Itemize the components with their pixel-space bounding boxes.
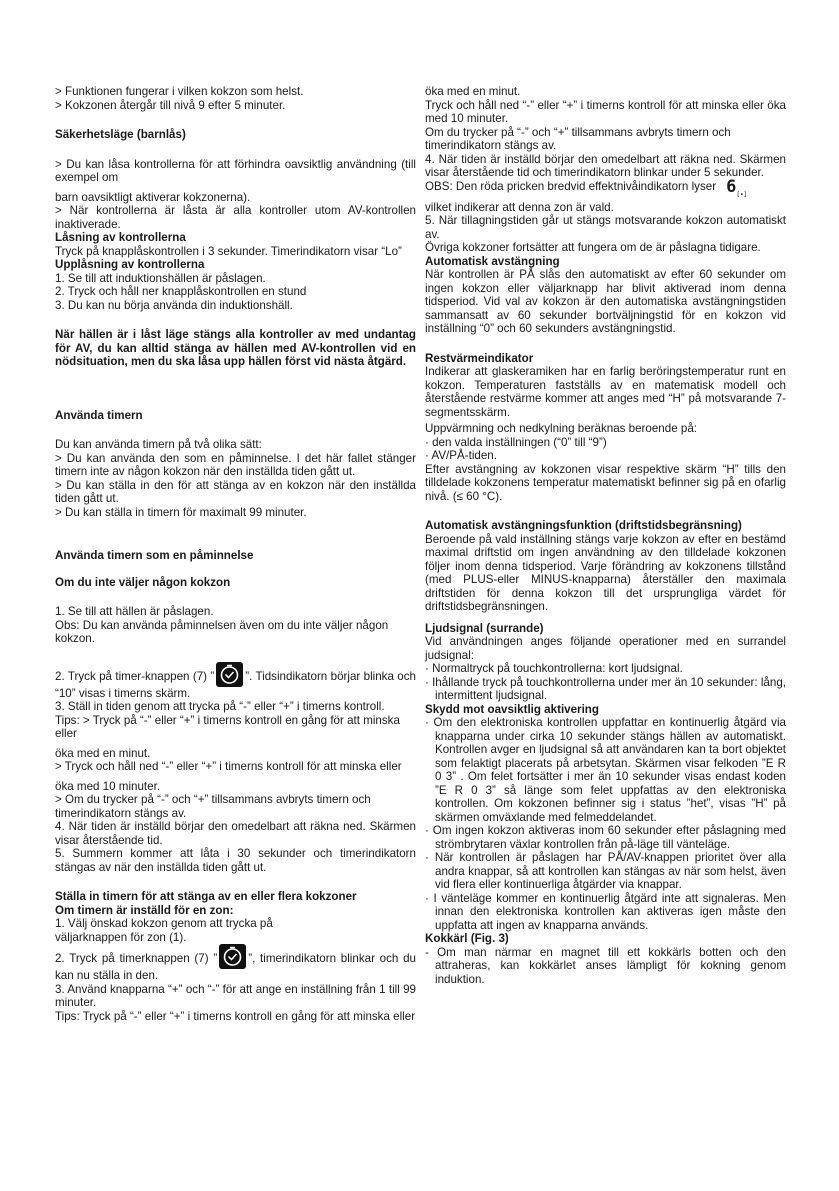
list-item [55,944,416,983]
text-paragraph: Indikerar att glaskeramiken har en farlig beröringstemperatur runt en kokzon. Temperaturen fastställs av en matematisk modell och återstående restvärme kommer att anges med “H” på motsvarande 7-segmentsskärm. [425,365,786,419]
text-paragraph: > Du kan låsa kontrollerna för att förhindra oavsiktlig användning (till exempel om [55,157,416,184]
text-line: öka med en minut. [55,746,151,760]
list-item: · Om den elektroniska kontrollen uppfattar en kontinuerlig åtgärd via knapparna under cirka 10 sekunder stängs hällen av automatiskt. Kontrollen avger en ljudsignal så att användaren kan ta bort objektet som felaktigt placerats på arbetsytan. Skärmen visar felkoden ”E R 0 3” . Om felet fortsätter i mer än 10 sekunder visas endast koden ”E R 0 3” så länge som felet uppfattas av den elektroniska kontrollen. Om kokzonen befinner sig i status ”het”, visas ”H” på skärmen omväxlande med felmeddelandet. [425,716,786,824]
list-item: · När kontrollen är påslagen har PÅ/AV-knappen prioritet över alla andra knappar, så att kontrollen kan stängas av när som helst, även vid flera eller kontinuerliga åtgärder via knappar. [425,851,786,892]
text-line: vilket indikerar att denna zon är vald. [425,200,614,214]
heading-timer-reminder: Använda timern som en påminnelse [55,549,254,562]
text-span: 2. Tryck på timerknappen (7) ” [55,952,218,965]
text-span: OBS: Den röda pricken bredvid effektnivåindikatorn lyser [425,179,717,193]
list-item: 4. När tiden är inställd börjar den omedelbart att räkna ned. Skärmen visar återstående tid och timerindikatorn blinkar under 5 sekunder. [425,152,786,179]
seven-segment-display [726,176,748,201]
text-line: barn oavsiktligt aktiverar kokzonerna). [55,190,251,204]
list-item: 5. När tillagningstiden går ut stängs motsvarande kokzon automatiskt av. [425,214,786,241]
right-column [425,85,786,986]
list-item: 1. Välj önskad kokzon genom att trycka på [55,917,273,930]
heading-no-zone: Om du inte väljer någon kokzon [55,575,231,589]
list-item: 5. Summern kommer att låta i 30 sekunder och timerindikatorn stängas av när den inställda tiden gått ut. [55,847,416,874]
text-paragraph: Vid användningen anges följande operationer med en surrandel judsignal: [425,635,786,662]
list-item: 2. Tryck och håll ner knapplåskontrollen en stund [55,285,307,298]
list-item: 4. När tiden är inställd börjar den omedelbart att räkna ned. Skärmen visar återstående tid. [55,820,416,847]
list-item: · Ihållande tryck på touchkontrollerna under mer än 10 sekunder: lång, intermittent ljudsignal. [425,675,786,703]
warning-paragraph: När hällen är i låst läge stängs alla kontroller av med undantag för AV, du kan alltid stänga av hällen med AV-kontrollen vid en nödsituation, men du ska låsa upp hällen först vid nästa åtgärd. [55,328,416,368]
timer-icon [216,662,243,687]
text-paragraph: När kontrollen är PÅ slås den automatiskt av efter 60 sekunder om ingen kokzon eller väljarknapp har blivit aktiverad inom denna tidsperiod. Vid val av kokzon är den automatiska avstängningstiden sammansatt av 60 sekunder bortväljningstid för en kokzon vid inställning “0” och 60 sekunders avstängningstid. [425,268,786,336]
list-item: · Om ingen kokzon aktiveras inom 60 sekunder efter påslagning med strömbrytaren växlar kontrollen från på-läge till vänteläge. [425,824,786,851]
text-line: väljarknappen för zon (1). [55,930,187,944]
list-item: 3. Använd knapparna “+” och “-” för att ange en inställning från 1 till 99 minuter. [55,982,416,1009]
text-paragraph: Om du trycker på “-” och “+” tillsammans avbryts timern och timerindikatorn stängs av. [425,125,731,152]
text-paragraph: Efter avstängning av kokzonen visar respektive skärm “H” tills den tilldelade kokzonens temperatur matematiskt befinner sig på en ofarlig nivå. (≤ 60 °C). [425,462,786,503]
heading-using-timer: Använda timern [55,408,143,422]
text-paragraph: Tryck och håll ned “-” eller “+” i timerns kontroll för att minska eller öka med 10 minuter. [425,98,786,125]
text-line: Tips: > Tryck på “-” eller “+” i timerns kontroll en gång för att minska eller [55,713,400,740]
list-item: 1. Se till att induktionshällen är påslagen. [55,271,266,285]
heading-residual-heat: Restvärmeindikator [425,351,534,365]
left-column [55,85,416,1023]
list-item [55,662,416,701]
text-span: ”, timerindikatorn blinkar och du kan nu ställa in den. [55,952,416,982]
heading-set-timer-zones: Ställa in timern för att stänga av en eller flera kokzoner [55,890,357,903]
text-paragraph: Obs: Du kan använda påminnelsen även om du inte väljer någon kokzon. [55,618,389,645]
list-item: - Om man närmar en magnet till ett kokkärls botten och den attraheras, kan kokkärlet anses lämpligt för kokning genom induktion. [425,945,786,986]
text-line: Uppvärmning och nedkylning beräknas beroende på: [425,422,697,436]
text-span: ”. Tidsindikatorn börjar blinka och “10” visas i timerns skärm. [55,669,416,700]
text-line: > Du kan ställa in timern för maximalt 99 minuter. [55,505,307,519]
heading-cookware: Kokkärl (Fig. 3) [425,932,509,946]
heading-auto-off: Automatisk avstängning [425,254,560,268]
heading-operating-limit: Automatisk avstängningsfunktion (driftstidsbegränsning) [425,519,742,533]
text-line: > Tryck och håll ned “-” eller “+” i timerns kontroll för att minska eller [55,760,402,773]
heading-protection: Skydd mot oavsiktlig aktivering [425,702,599,716]
text-paragraph: > Du kan använda den som en påminnelse. I det här fallet stänger timern inte av någon kokzon när den inställda tiden gått ut. [55,451,416,478]
text-line: > Kokzonen återgår till nivå 9 efter 5 minuter. [55,98,286,112]
seg-dot: [•] [736,190,748,198]
text-paragraph: > Du kan ställa in den för att stänga av en kokzon när den inställda tiden gått ut. [55,478,416,505]
text-paragraph: > När kontrollerna är låsta är alla kontroller utom AV-kontrollen inaktiverade. [55,204,416,231]
text-span: 2. Tryck på timer-knappen (7) ” [55,669,215,683]
list-item: · I vänteläge kommer en kontinuerlig åtgärd inte att signaleras. Men innan den elektroniska kontrollen kan aktiveras igen måste den uppfatta att ingen av knapparna används. [425,891,786,932]
text-line: Tips: Tryck på “-” eller “+” i timerns kontroll en gång för att minska eller [55,1009,416,1023]
text-line: Tryck på knapplåskontrollen i 3 sekunder. Timerindikatorn visar “Lo” [55,244,402,258]
heading-unlocking: Upplåsning av kontrollerna [55,258,205,271]
text-line: Du kan använda timern på två olika sätt: [55,438,262,451]
heading-safety-mode: Säkerhetsläge (barnlås) [55,128,186,141]
text-line: > Funktionen fungerar i vilken kokzon som helst. [55,85,304,98]
text-line: öka med en minut. [425,85,521,98]
text-line [425,176,786,201]
heading-one-zone: Om timern är inställd för en zon: [55,903,234,917]
text-line: öka med 10 minuter. [55,779,161,793]
seg-digit: 6 [726,176,737,197]
text-line: Övriga kokzoner fortsätter att fungera om de är påslagna tidigare. [425,241,761,255]
list-item: · Normaltryck på touchkontrollerna: kort ljudsignal. [425,662,683,676]
text-paragraph: Beroende på vald inställning stängs varje kokzon av efter en bestämd maximal driftstid om ingen användning av den tilldelade kokzonen följer inom denna tidsperiod. Varje förändring av kokzonens tillstånd (med PLUS-eller MINUS-knapparna) återställer den maximala driftstiden för denna kokzon till det ursprungliga värdet för driftstidsbegränsningen. [425,532,786,614]
list-item: · AV/PÅ-tiden. [425,449,497,463]
list-item: 3. Du kan nu börja använda din induktionshäll. [55,298,293,312]
list-item: · den valda inställningen (“0” till “9”) [425,435,607,449]
text-line: > Om du trycker på “-” och “+” tillsammans avbryts timern och timerindikatorn stängs av. [55,793,371,820]
heading-locking: Låsning av kontrollerna [55,231,186,244]
heading-sound-signal: Ljudsignal (surrande) [425,621,544,635]
list-item: 3. Ställ in tiden genom att trycka på “-” eller “+” i timerns kontroll. [55,700,385,713]
timer-icon [219,944,246,969]
list-item: 1. Se till att hällen är påslagen. [55,605,214,618]
